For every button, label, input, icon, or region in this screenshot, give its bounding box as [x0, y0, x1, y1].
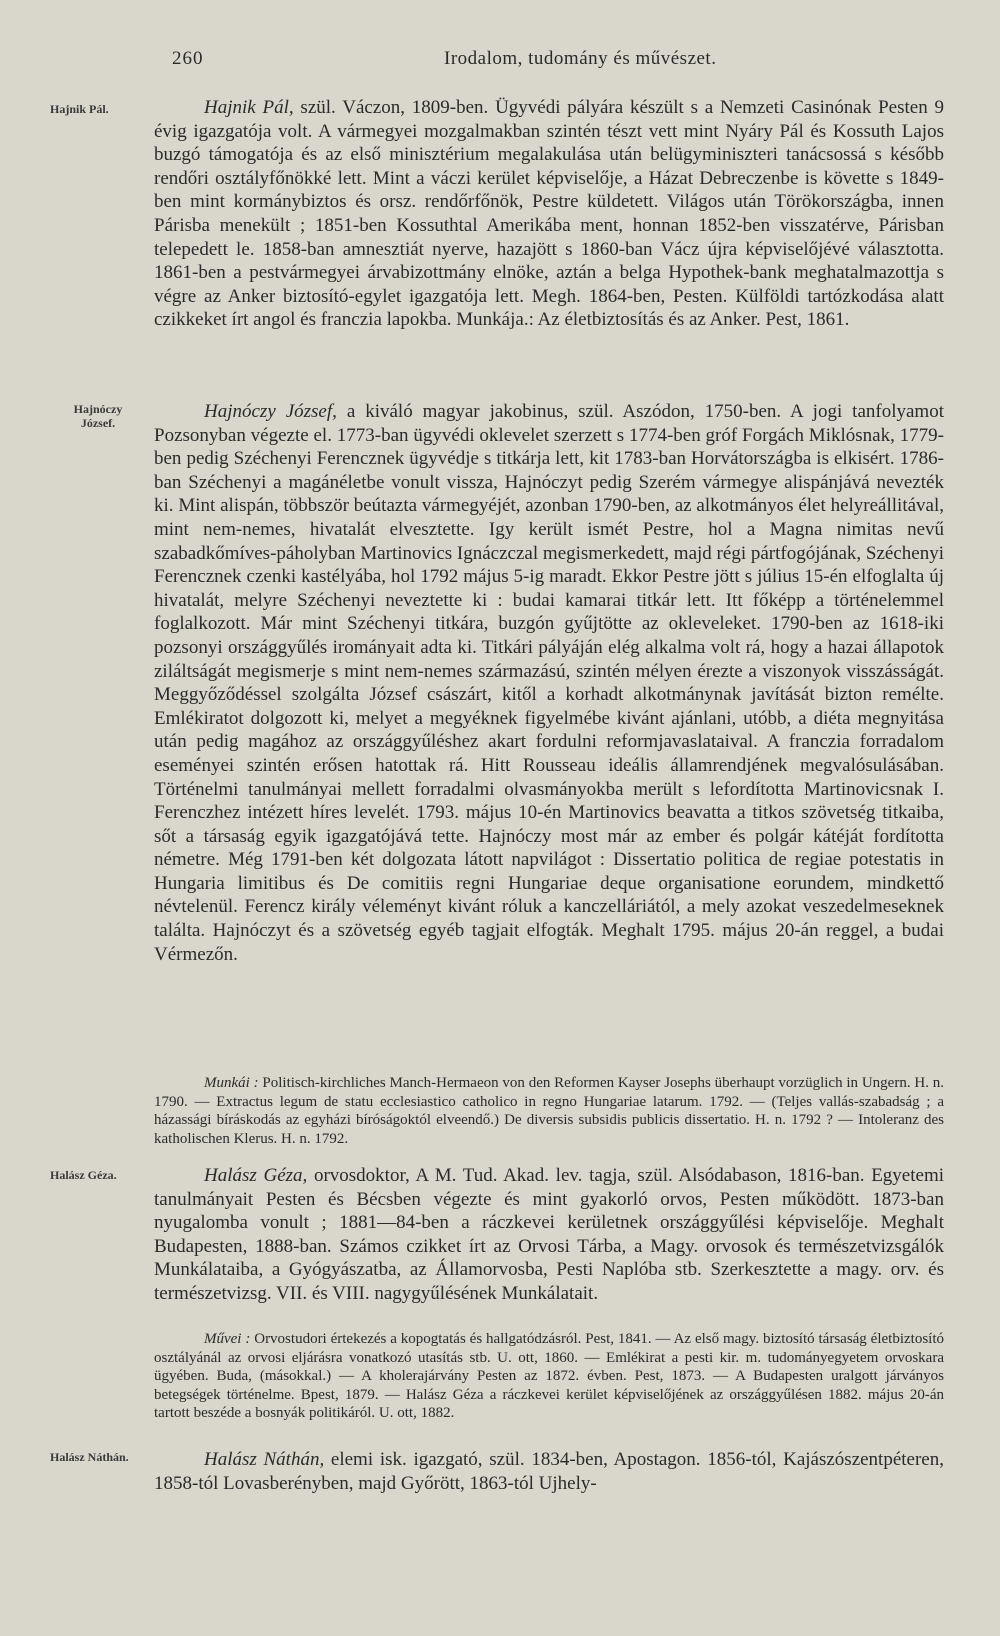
hajnoczy-works-label: Munkái :: [204, 1075, 259, 1091]
entry-halasz-geza: [154, 1164, 944, 1306]
entry-hajnoczy: [154, 400, 944, 966]
entry-hajnoczy-text: a kiváló magyar jakobinus, szül. Aszódon, 1750-ben. A jogi tanfolyamot Pozsonyban végezte el. 1773-ban ügyvédi oklevelet szerzett s 1774-ben gróf Forgách Miklósnak, 1779-ben pedig Széchenyi Ferencznek ügyvédje s titkárja lett, kit 1783-ban Horvátországba is elkisért. 1786-ban Széchenyi a magánéletbe vonult vissza, Hajnóczyt pedig Szerém vármegye alispánjává nevezték ki. Mint alispán, többször beútazta vármegyéjét, azonban 1790-ben, az alkotmányos élet helyreállitával, mint nem-nemes, hivatalát elvesztette. Igy került ismét Pestre, hol a Magna nimitas nevű szabadkőmíves-páholyban Martinovics Ignáczczal megismerkedett, majd régi pártfogójának, Széchenyi Ferencznek czenki kastélyába, hol 1792 május 5-ig maradt. Ekkor Pestre jött s július 15-én elfoglalta új hivatalát, melyre Széchenyi neveztette ki : budai kamarai titkár lett. Itt főképp a történelemmel foglalkozott. Már mint Széchenyi titkára, buzgón gyűjtötte az okleveleket. 1790-ben az 1618-iki pozsonyi országgyűlés irományait adta ki. Titkári pályáján elég alkalma volt rá, hogy a hazai állapotok ziláltságát megismerje s mint nem-nemes származású, szintén mélyen érezte a viszonyok visszásságát. Meggyőződéssel szolgálta József császárt, kitől a korhadt alkotmánynak javítását bizton remélte. Emlékiratot dolgozott ki, melyet a megyéknek figyelmébe kivánt ajánlani, utóbb, a diéta megnyitása után pedig magához az országgyűléshez akart fordulni reformjavaslataival. A franczia forradalom eseményei szintén erősen hatottak rá. Hitt Rousseau ideális államrendjének megvalósulásában. Történelmi tanulmányai mellett forradalmi olvasmányokba merült s lefordította Martinovicsnak I. Ferenczhez intézett híres levelét. 1793. május 10-én Martinovics beavatta a titkos szövetség titkaiba, sőt a társaság egyik igazgatójává tette. Hajnóczy most már az ember és polgár kátéját fordította németre. Még 1791-ben két dolgozata látott napvilágot : Dissertatio politica de regiae potestatis in Hungaria limitibus és De comitiis regni Hungariae deque organisatione eorundem, mindkettő névtelenül. Ferencz király véleményt kivánt róluk a kanczelláriától, a mely azokat veszedelmeseknek találta. Hajnóczyt és a szövetség egyéb tagjait elfogták. Meghalt 1795. május 20-án reggel, a budai Vérmezőn.: [154, 401, 944, 965]
hajnoczy-works: [154, 1074, 944, 1148]
halasz-geza-works-label: Művei :: [204, 1331, 251, 1347]
halasz-geza-works-text: Orvostudori értekezés a kopogtatás és hallgatódzásról. Pest, 1841. — Az első magy. biztosító társaság életbiztosító osztályánál az orvosi eljárásra vonatkozó utasítás stb. U. ott, 1860. — Emlékirat a pesti kir. m. tudományegyetem orvoskara ügyében. Buda, (másokkal.) — A kholerajárvány Pesten az 1872. évben. Pest, 1873. — A Budapesten uralgott járványos betegségek történelme. Bpest, 1879. — Halász Géza a ráczkevei kerület képviselőjének az országgyűlésen 1882. május 20-án tartott beszéde a bosnyák politikáról. U. ott, 1882.: [154, 1331, 944, 1421]
page-number: 260: [172, 48, 204, 69]
margin-note-hajnoczy: [48, 402, 148, 430]
entry-halasz-nathan-name: Halász Náthán,: [204, 1449, 325, 1470]
margin-note-halasz-nathan: Halász Náthán.: [50, 1450, 129, 1464]
margin-note-hajnoczy-line1: Hajnóczy: [73, 402, 123, 416]
entry-halasz-geza-text: orvosdoktor, A M. Tud. Akad. lev. tagja, szül. Alsódabason, 1816-ban. Egyetemi tanulmányait Pesten és Bécsben végezte és mint gyakorló orvos, Pesten működött. 1873-ban nyugalomba vonult ; 1881—84-ben a ráczkevei kerületnek országgyűlési képviselője. Meghalt Budapesten, 1888-ban. Számos czikket írt az Orvosi Tárba, a Magy. orvosok és természetvizsgálók Munkálataiba, a Gyógyászatba, az Államorvosba, Pesti Naplóba stb. Szerkesztette a magy. orv. és természetvizsg. VII. és VIII. nagygyűlésének Munkálatait.: [154, 1165, 945, 1304]
margin-note-hajnik: Hajnik Pál.: [50, 102, 109, 116]
margin-note-hajnoczy-line2: József.: [80, 416, 116, 430]
hajnoczy-works-text: Politisch-kirchliches Manch-Hermaeon von den Reformen Kayser Josephs überhaupt vorzüglich in Ungern. H. n. 1790. — Extractus legum de statu ecclesiastico catholico in regno Hungariae latarum. 1792. — (Teljes vallás-szabadság ; a házassági bíráskodás az egyházi bíróságoktól elveendő.) De diversis subsidis publicis dissertatio. H. n. 1792 ? — Intoleranz des katholischen Klerus. H. n. 1792.: [154, 1075, 944, 1147]
entry-halasz-geza-name: Halász Géza,: [204, 1165, 308, 1186]
page-header: [0, 44, 1000, 74]
entry-hajnik: [154, 96, 944, 332]
margin-note-halasz-geza: Halász Géza.: [50, 1168, 117, 1182]
entry-hajnik-name: Hajnik Pál,: [204, 97, 294, 118]
entry-halasz-nathan: [154, 1448, 944, 1495]
running-title: Irodalom, tudomány és művészet.: [444, 48, 717, 69]
entry-hajnik-text: szül. Váczon, 1809-ben. Ügyvédi pályára készült s a Nemzeti Casinónak Pesten 9 évig igazgatója volt. A vármegyei mozgalmakban szintén tészt vett mint Nyáry Pál és Kossuth Lajos buzgó támogatója és az első minisztérium megalakulása után belügyminiszteri tanácsossá s később rendőri osztályfőnökké lett. Mint a váczi kerület képviselője, a Házat Debreczenbe is követte s 1849-ben mint kormánybiztos és orsz. rendőrfőnök, Pestre küldetett. Világos után Törökországba, innen Párisba menekült ; 1851-ben Kossuthtal Amerikába ment, honnan 1852-ben visszatérve, Párisban telepedett le. 1858-ban amnesztiát nyerve, hazajött s 1860-ban Vácz újra képviselőjévé választotta. 1861-ben a pestvármegyei árvabizottmány elnöke, aztán a belga Hypothek-bank meghatalmazottja s végre az Anker biztosító-egylet igazgatója lett. Megh. 1864-ben, Pesten. Külföldi tartózkodása alatt czikkeket írt angol és franczia lapokba. Munkája.: Az életbiztosítás és az Anker. Pest, 1861.: [154, 97, 944, 331]
entry-hajnoczy-name: Hajnóczy József,: [204, 401, 337, 422]
entry-halasz-nathan-text: elemi isk. igazgató, szül. 1834-ben, Apostagon. 1856-tól, Kajászószentpéteren, 1858-tól Lovasberényben, majd Győrött, 1863-tól Ujhely-: [154, 1449, 944, 1494]
halasz-geza-works: [154, 1330, 944, 1423]
